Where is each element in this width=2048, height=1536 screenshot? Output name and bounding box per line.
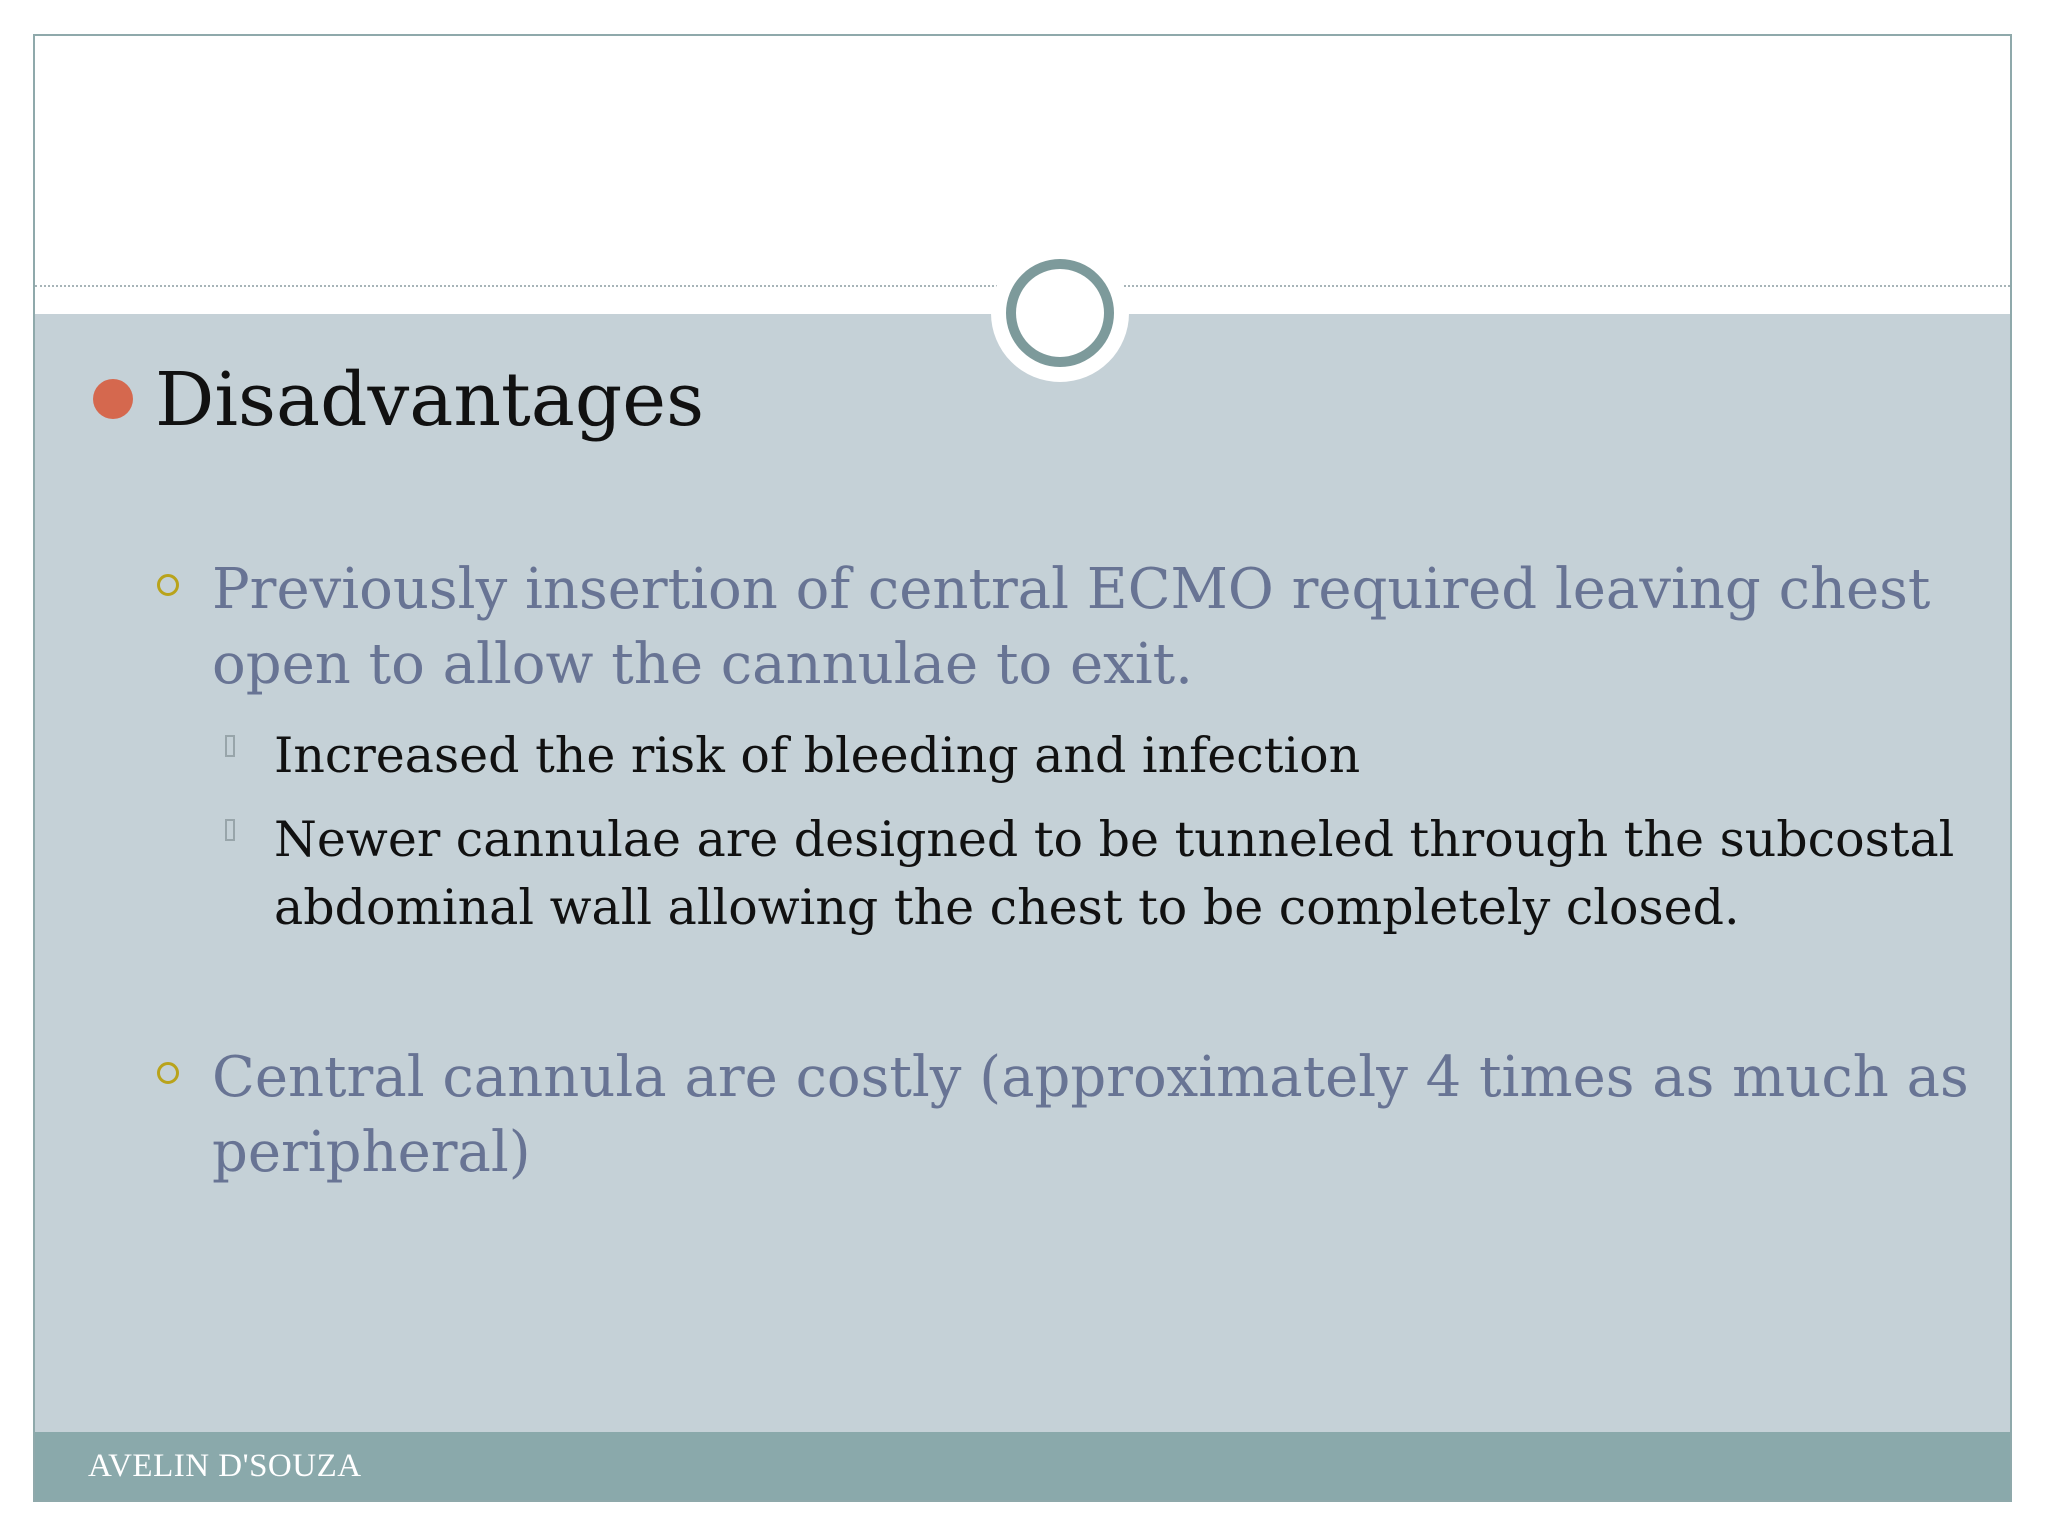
circle-ornament-icon (1006, 259, 1114, 367)
bullet-point-1: Previously insertion of central ECMO required leaving chest open to allow the cannulae to exit. (212, 557, 1931, 697)
bullet-circle-icon (157, 1062, 179, 1084)
bullet-point-2: Central cannula are costly (approximately 4 times as much as peripheral) (212, 1045, 1969, 1185)
footer-bar (35, 1432, 2010, 1502)
sub-point-1: Increased the risk of bleeding and infection (274, 727, 1361, 784)
slide (33, 34, 2012, 1502)
slide-heading: Disadvantages (155, 357, 705, 443)
sub-bullet-icon (225, 819, 235, 841)
bullet-circle-icon (157, 574, 179, 596)
sub-point-2: Newer cannulae are designed to be tunneled through the subcostal abdominal wall allowing the chest to be completely closed. (274, 811, 1955, 936)
footer-author: AVELIN D'SOUZA (88, 1448, 362, 1484)
sub-bullet-icon (225, 735, 235, 757)
heading-bullet-icon (93, 379, 133, 419)
